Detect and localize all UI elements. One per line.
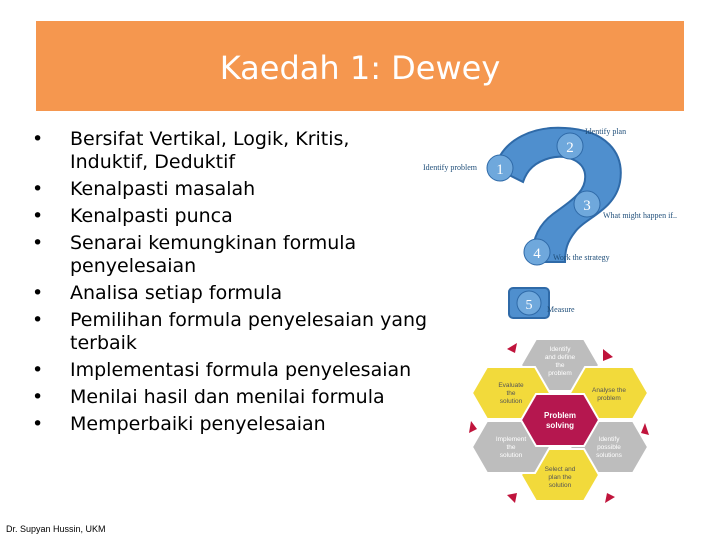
hex-label: solution: [548, 482, 572, 489]
hex-label: solution: [499, 398, 523, 405]
bullet-text: Analisa setiap formula: [70, 282, 283, 304]
bullet-text: Senarai kemungkinan formula penyelesaian: [70, 232, 357, 277]
bullet-item: [30, 178, 430, 201]
step-label-1: Identify problem: [423, 163, 477, 172]
arrow-icon: [469, 421, 477, 433]
bullet-text: Menilai hasil dan menilai formula: [70, 386, 385, 408]
hex-label: Evaluate: [498, 382, 524, 389]
hex-label: plan the: [548, 474, 572, 481]
bullet-text: Kenalpasti punca: [70, 205, 233, 227]
bullet-text: Pemilihan formula penyelesaian yang terbaik: [70, 309, 428, 354]
step-label-5: Measure: [547, 305, 575, 314]
hex-center: [521, 394, 599, 446]
center-line-2: solving: [545, 421, 575, 430]
bullet-item: [30, 232, 430, 278]
slide-title: Kaedah 1: Dewey: [219, 49, 501, 87]
bullet-dot: •: [32, 205, 44, 227]
question-mark-diagram: [415, 120, 695, 325]
bullet-item: [30, 413, 430, 436]
hex-label: solutions: [596, 452, 622, 459]
hex-label: Identify: [598, 436, 620, 443]
step-label-3: What might happen if..: [603, 211, 677, 220]
bullet-dot: •: [32, 282, 44, 304]
step-number-3: 3: [583, 198, 591, 214]
hex-label: possible: [597, 444, 621, 451]
step-number-2: 2: [566, 140, 574, 156]
hex-label: Identify: [549, 346, 571, 353]
arrow-icon: [603, 349, 613, 361]
step-label-4: Work the strategy: [553, 253, 610, 262]
bullet-item: [30, 282, 430, 305]
bullet-item: [30, 309, 430, 355]
bullet-dot: •: [32, 386, 44, 408]
hex-label: and define: [544, 354, 576, 361]
title-bar: [36, 21, 684, 111]
bullet-item: [30, 359, 430, 382]
bullet-dot: •: [32, 128, 44, 150]
bullet-text: Kenalpasti masalah: [70, 178, 256, 200]
bullet-text: Implementasi formula penyelesaian: [70, 359, 412, 381]
hex-label: problem: [548, 370, 572, 377]
hex-label: Select and: [544, 466, 576, 473]
bullet-dot: •: [32, 413, 44, 435]
bullet-text: Memperbaiki penyelesaian: [70, 413, 326, 435]
arrow-icon: [605, 493, 615, 503]
step-label-2: Identify plan: [585, 127, 627, 136]
hex-label: solution: [499, 452, 523, 459]
hex-label: Implement: [495, 436, 527, 443]
bullet-dot: •: [32, 178, 44, 200]
bullet-dot: •: [32, 359, 44, 381]
bullet-item: [30, 128, 430, 174]
center-line-1: Problem: [543, 411, 577, 420]
arrow-icon: [507, 493, 517, 503]
bullet-dot: •: [32, 309, 44, 331]
hex-label: the: [506, 444, 516, 451]
bullet-item: [30, 205, 430, 228]
step-number-5: 5: [525, 298, 533, 313]
bullet-item: [30, 386, 430, 409]
footer-credit: Dr. Supyan Hussin, UKM: [6, 524, 106, 534]
hex-label: Analyse the: [592, 387, 626, 394]
hex-label: the: [555, 362, 565, 369]
arrow-icon: [507, 343, 517, 353]
step-number-4: 4: [533, 246, 541, 262]
hex-label: the: [506, 390, 516, 397]
hex-label: problem: [597, 395, 621, 402]
bullet-text: Bersifat Vertikal, Logik, Kritis, Induktif, Deduktif: [70, 128, 350, 173]
problem-solving-diagram: [455, 335, 665, 520]
arrow-icon: [641, 423, 649, 435]
bullet-list: [30, 128, 430, 440]
step-number-1: 1: [496, 162, 504, 178]
bullet-dot: •: [32, 232, 44, 254]
